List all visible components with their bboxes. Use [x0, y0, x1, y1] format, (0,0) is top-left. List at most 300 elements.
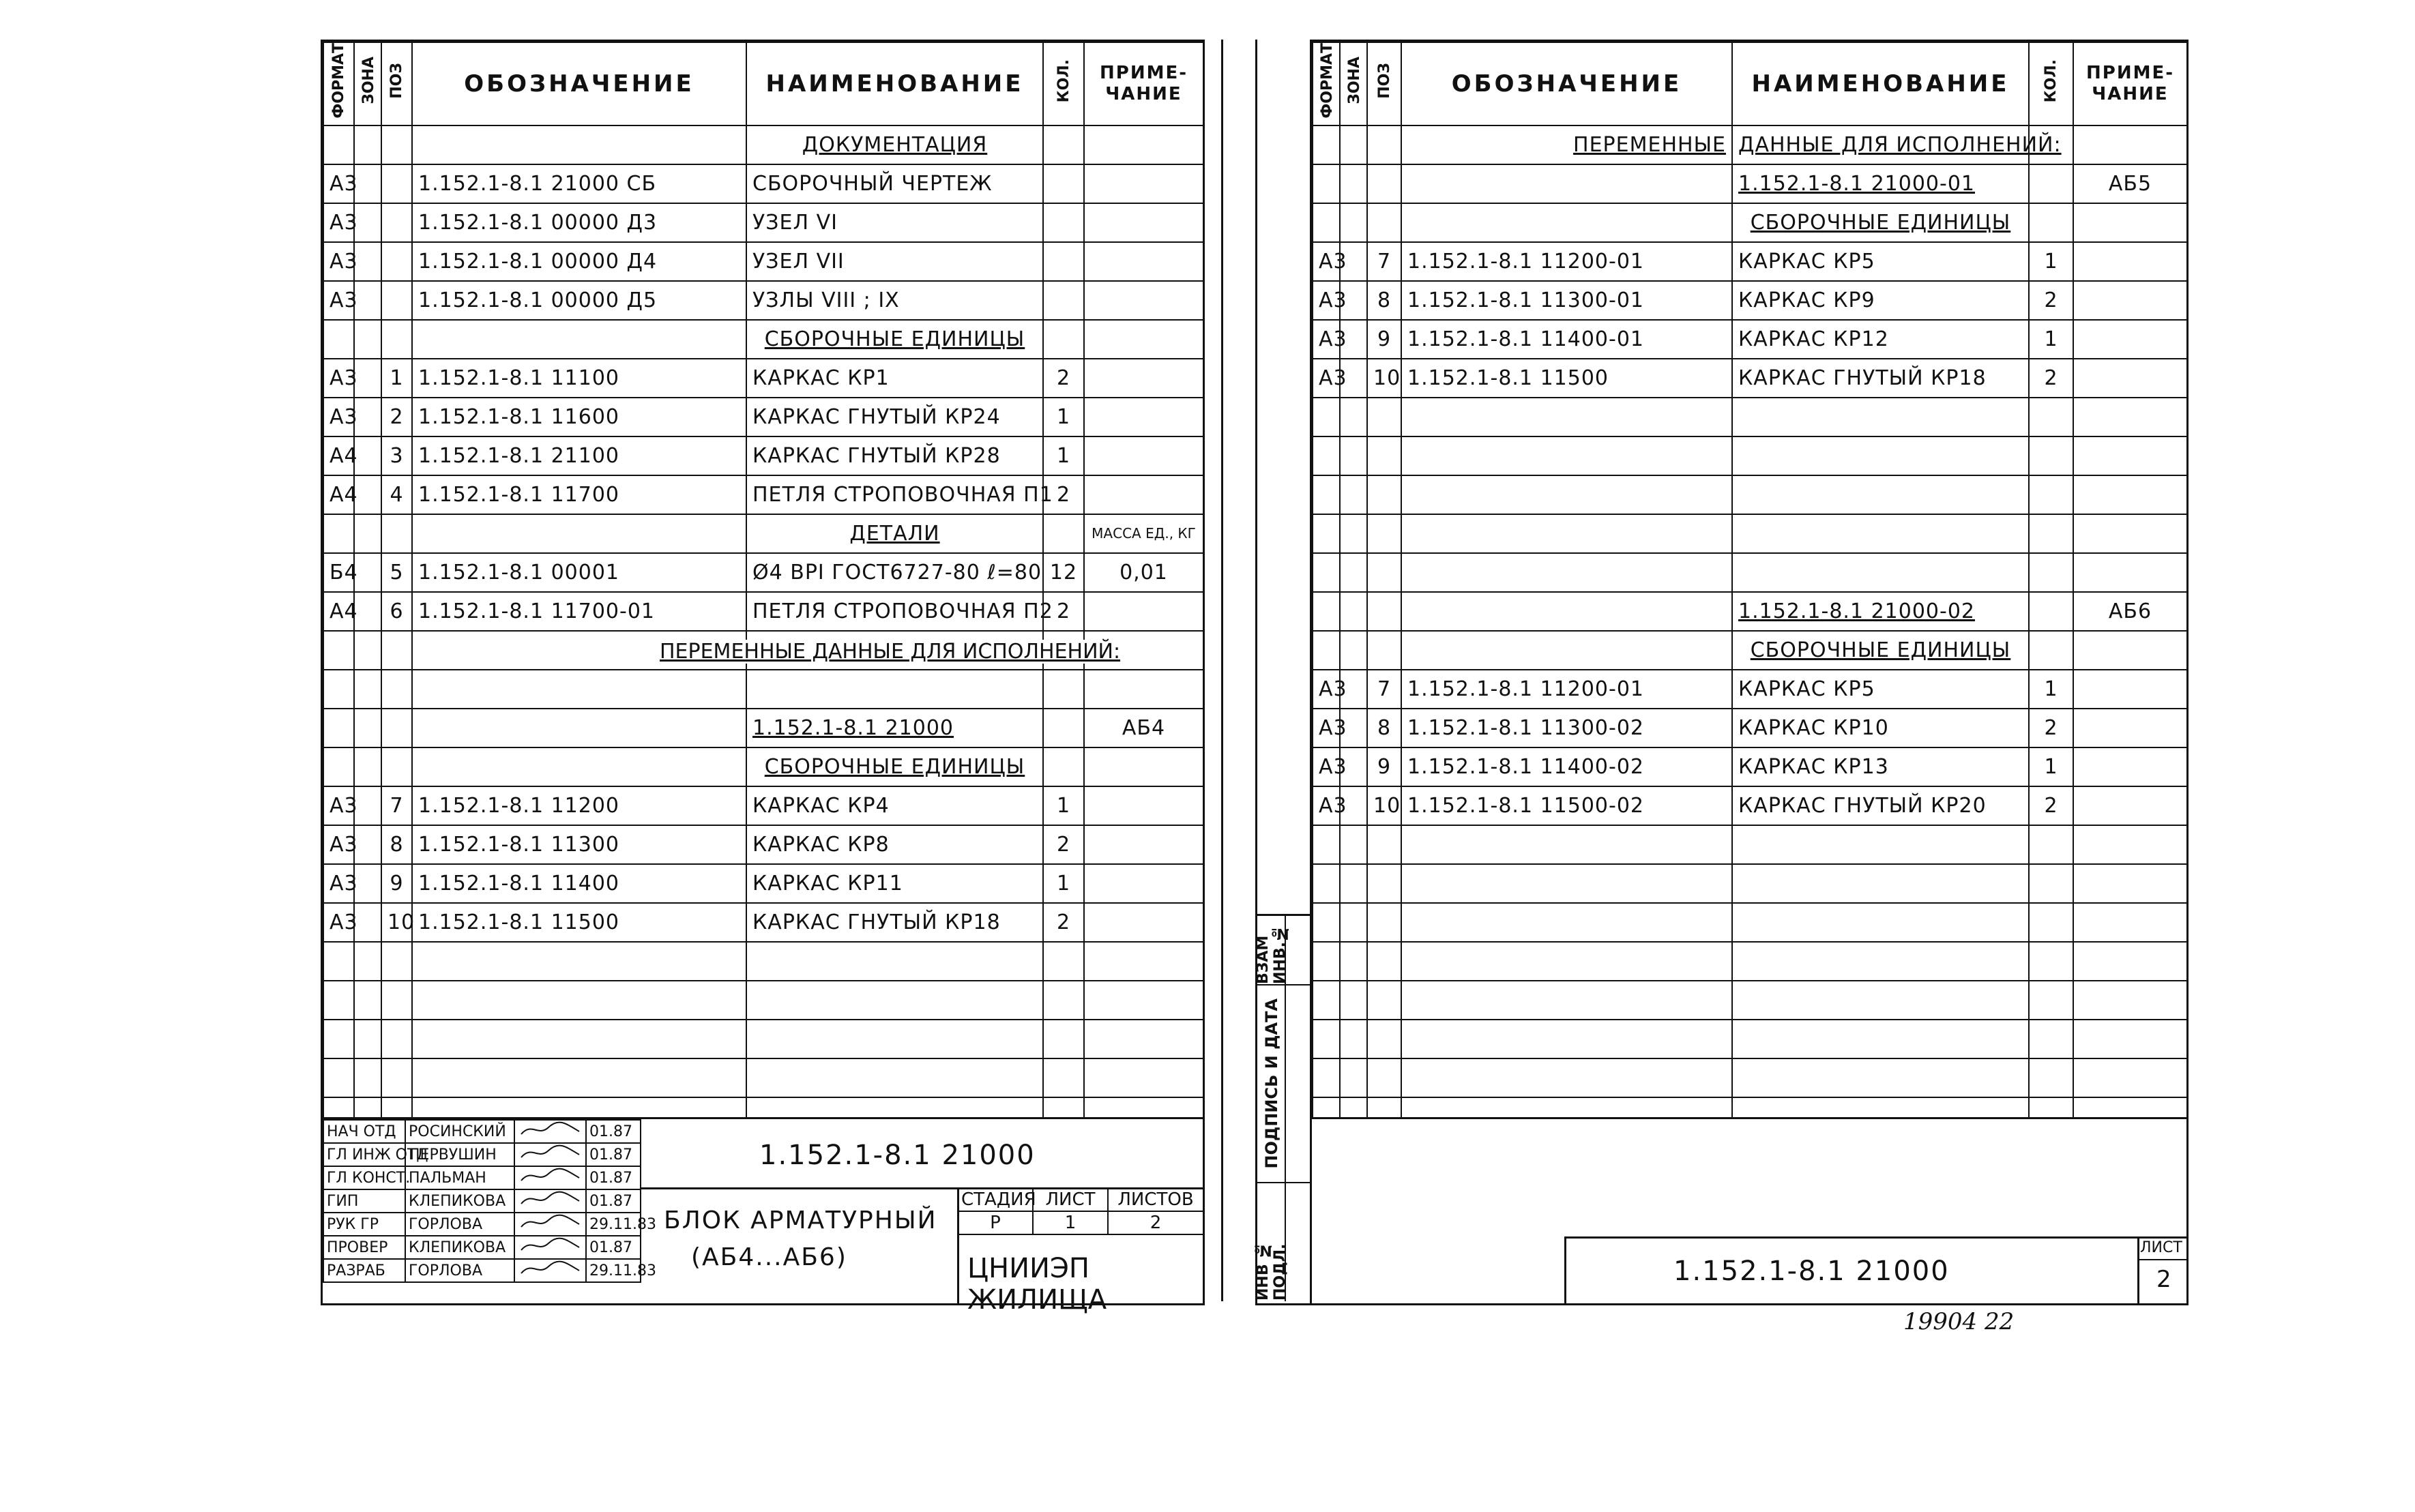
cell-zone [354, 592, 381, 631]
cell-format [1313, 475, 1340, 514]
cell-designation [412, 747, 746, 786]
cell-designation [412, 320, 746, 359]
inv-podl-label: ИНВ № ПОДЛ. [1255, 1241, 1289, 1301]
cell-designation [412, 1020, 746, 1058]
cell-designation [1401, 631, 1732, 670]
table-row [323, 320, 1203, 359]
cell-format [1313, 203, 1340, 242]
cell-qty [1043, 1020, 1084, 1058]
signature-role: ГЛ ИНЖ ОТД [323, 1143, 405, 1166]
cell-zone [1340, 981, 1367, 1020]
table-row [323, 747, 1203, 786]
cell-note [2073, 281, 2187, 320]
handwritten-signature-icon [518, 1167, 583, 1185]
table-row [323, 942, 1203, 981]
cell-qty: 1 [1043, 786, 1084, 825]
title-block-2 [1310, 1117, 2189, 1305]
signature-mark [514, 1259, 586, 1282]
cell-name: СБОРОЧНЫЕ ЕДИНИЦЫ [1732, 203, 2029, 242]
cell-name [1732, 942, 2029, 981]
cell-name: СБОРОЧНЫЕ ЕДИНИЦЫ [746, 320, 1043, 359]
cell-format [323, 1020, 354, 1058]
header-row [1313, 42, 2187, 125]
cell-designation [412, 709, 746, 747]
cell-pos [1367, 631, 1401, 670]
cell-format: А3 [1313, 242, 1340, 281]
table-row [323, 1058, 1203, 1097]
signature-row [323, 1166, 641, 1189]
cell-format [323, 1058, 354, 1097]
cell-format [1313, 398, 1340, 436]
cell-qty [1043, 1058, 1084, 1097]
table-row [1313, 670, 2187, 709]
cell-name: УЗЛЫ VIII ; IX [746, 281, 1043, 320]
table-row [1313, 164, 2187, 203]
cell-name: ПЕТЛЯ СТРОПОВОЧНАЯ П2 [746, 592, 1043, 631]
cell-qty: 1 [2029, 320, 2073, 359]
cell-pos: 2 [381, 398, 412, 436]
cell-zone [354, 825, 381, 864]
cell-name: КАРКАС ГНУТЫЙ КР20 [1732, 786, 2029, 825]
signature-row [323, 1259, 641, 1282]
col-zone: ЗОНА [1346, 57, 1363, 105]
signature-mark [514, 1236, 586, 1259]
table-row [1313, 631, 2187, 670]
cell-note [1084, 436, 1203, 475]
cell-pos [381, 320, 412, 359]
cell-format [1313, 164, 1340, 203]
cell-zone [354, 786, 381, 825]
cell-designation [1401, 203, 1732, 242]
spec-sheet-2 [1310, 40, 2189, 1305]
cell-format: А3 [323, 281, 354, 320]
table-row [323, 203, 1203, 242]
cell-note [2073, 1058, 2187, 1097]
handwritten-signature-icon [518, 1236, 583, 1254]
cell-designation [1401, 1058, 1732, 1097]
cell-note [1084, 747, 1203, 786]
cell-note [1084, 398, 1203, 436]
cell-pos: 8 [381, 825, 412, 864]
col-zone: ЗОНА [360, 57, 377, 105]
signature-table [323, 1119, 656, 1283]
cell-designation: 1.152.1-8.1 11100 [412, 359, 746, 398]
cell-name: СБОРОЧНЫЕ ЕДИНИЦЫ [746, 747, 1043, 786]
cell-name: УЗЕЛ VI [746, 203, 1043, 242]
cell-note [2073, 436, 2187, 475]
cell-format: А3 [323, 825, 354, 864]
cell-name [1732, 864, 2029, 903]
cell-name [1732, 436, 2029, 475]
table-row [323, 359, 1203, 398]
cell-pos: 5 [381, 553, 412, 592]
cell-note [1084, 125, 1203, 164]
spec-sheet-1 [321, 40, 1205, 1305]
table-row [1313, 203, 2187, 242]
cell-pos: 9 [1367, 747, 1401, 786]
cell-qty [1043, 670, 1084, 709]
cell-pos: 8 [1367, 709, 1401, 747]
cell-note [1084, 320, 1203, 359]
cell-designation [412, 125, 746, 164]
cell-zone [354, 1058, 381, 1097]
signature-row [323, 1236, 641, 1259]
cell-note [2073, 670, 2187, 709]
col-qty: КОЛ. [1055, 59, 1072, 102]
col-note: ПРИМЕ-ЧАНИЕ [2073, 42, 2187, 125]
signature-mark [514, 1143, 586, 1166]
cell-format [1313, 553, 1340, 592]
cell-pos: 8 [1367, 281, 1401, 320]
cell-qty: 1 [1043, 398, 1084, 436]
center-divider [1255, 40, 1257, 916]
signature-row [323, 1120, 641, 1143]
cell-note [2073, 747, 2187, 786]
cell-designation: 1.152.1-8.1 11200-01 [1401, 242, 1732, 281]
cell-format [1313, 981, 1340, 1020]
cell-format [323, 514, 354, 553]
cell-qty [1043, 320, 1084, 359]
cell-pos [381, 125, 412, 164]
cell-name: КАРКАС КР4 [746, 786, 1043, 825]
vzam-inv-label: ВЗАМ ИНВ.№ [1255, 925, 1289, 984]
table-row [323, 475, 1203, 514]
cell-qty: 1 [1043, 436, 1084, 475]
cell-designation [1401, 398, 1732, 436]
signature-date: 29.11.83 [586, 1213, 641, 1236]
cell-pos [381, 164, 412, 203]
cell-note [1084, 670, 1203, 709]
cell-format: А3 [323, 242, 354, 281]
cell-name [1732, 825, 2029, 864]
cell-format [323, 320, 354, 359]
cell-zone [354, 398, 381, 436]
col-name: НАИМЕНОВАНИЕ [1732, 42, 2029, 125]
cell-qty [2029, 981, 2073, 1020]
cell-qty [2029, 1058, 2073, 1097]
cell-name: ДЕТАЛИ [746, 514, 1043, 553]
cell-zone [354, 631, 381, 670]
col-designation: ОБОЗНАЧЕНИЕ [412, 42, 746, 125]
cell-name [1732, 1020, 2029, 1058]
cell-pos [1367, 864, 1401, 903]
cell-name [746, 942, 1043, 981]
handwritten-signature-icon [518, 1260, 583, 1277]
signature-date: 01.87 [586, 1120, 641, 1143]
cell-format [1313, 514, 1340, 553]
cell-qty: 2 [2029, 786, 2073, 825]
cell-zone [354, 436, 381, 475]
cell-pos [1367, 398, 1401, 436]
table-row [323, 670, 1203, 709]
signature-mark [514, 1166, 586, 1189]
cell-designation [1401, 981, 1732, 1020]
cell-note [1084, 242, 1203, 281]
cell-designation: 1.152.1-8.1 11400-02 [1401, 747, 1732, 786]
sheet-value: 1 [1033, 1211, 1108, 1234]
cell-qty: 2 [1043, 359, 1084, 398]
cell-zone [354, 903, 381, 942]
cell-format: А4 [323, 475, 354, 514]
cell-zone [354, 864, 381, 903]
table-row [323, 398, 1203, 436]
table-row [1313, 398, 2187, 436]
spec-table-2 [1312, 42, 2188, 1176]
cell-pos [1367, 1020, 1401, 1058]
cell-qty [1043, 514, 1084, 553]
cell-format [323, 670, 354, 709]
cell-qty [2029, 436, 2073, 475]
cell-qty [1043, 981, 1084, 1020]
table-row [1313, 747, 2187, 786]
cell-zone [1340, 1058, 1367, 1097]
cell-qty [2029, 864, 2073, 903]
cell-format: А3 [1313, 786, 1340, 825]
signature-name: КЛЕПИКОВА [405, 1236, 514, 1259]
cell-designation: 1.152.1-8.1 21000 СБ [412, 164, 746, 203]
signature-date: 01.87 [586, 1143, 641, 1166]
cell-note: АБ5 [2073, 164, 2187, 203]
cell-note [2073, 864, 2187, 903]
cell-pos: 10 [1367, 359, 1401, 398]
cell-qty: 12 [1043, 553, 1084, 592]
cell-pos [381, 242, 412, 281]
table-row [1313, 475, 2187, 514]
cell-zone [354, 942, 381, 981]
cell-format [1313, 1020, 1340, 1058]
cell-note [2073, 942, 2187, 981]
cell-note [1084, 359, 1203, 398]
cell-zone [1340, 942, 1367, 981]
cell-qty [2029, 553, 2073, 592]
cell-pos: 9 [1367, 320, 1401, 359]
table-row [323, 164, 1203, 203]
cell-note [2073, 359, 2187, 398]
cell-pos: 7 [1367, 670, 1401, 709]
signature-date: 01.87 [586, 1189, 641, 1213]
table-row [1313, 709, 2187, 747]
cell-format [1313, 864, 1340, 903]
col-name: НАИМЕНОВАНИЕ [746, 42, 1043, 125]
cell-zone [1340, 1020, 1367, 1058]
cell-name [1732, 1058, 2029, 1097]
doc-number-2: 1.152.1-8.1 21000 [1673, 1256, 1950, 1287]
signature-mark [514, 1213, 586, 1236]
cell-pos [381, 281, 412, 320]
cell-zone [354, 553, 381, 592]
cell-pos [1367, 203, 1401, 242]
cell-zone [1340, 592, 1367, 631]
side-strip [1255, 914, 1312, 1305]
table-row [323, 786, 1203, 825]
cell-name [1732, 903, 2029, 942]
cell-note: АБ6 [2073, 592, 2187, 631]
signature-name: КЛЕПИКОВА [405, 1189, 514, 1213]
table-row [1313, 981, 2187, 1020]
cell-pos [1367, 164, 1401, 203]
signature-role: ПРОВЕР [323, 1236, 405, 1259]
cell-qty: 2 [2029, 359, 2073, 398]
cell-pos [381, 942, 412, 981]
handwritten-signature-icon [518, 1213, 583, 1231]
cell-qty: 2 [1043, 592, 1084, 631]
cell-name [746, 981, 1043, 1020]
sign-date-label: ПОДПИСЬ И ДАТА [1262, 998, 1281, 1169]
stage-table [957, 1187, 1204, 1235]
cell-pos [381, 709, 412, 747]
cell-designation: 1.152.1-8.1 11400 [412, 864, 746, 903]
cell-pos: 10 [381, 903, 412, 942]
table-row [323, 709, 1203, 747]
cell-name [746, 1058, 1043, 1097]
title-line-1: БЛОК АРМАТУРНЫЙ [664, 1206, 937, 1234]
title-line-2: (АБ4...АБ6) [691, 1243, 847, 1271]
table-row [323, 125, 1203, 164]
sheet-label: ЛИСТ [1033, 1188, 1108, 1211]
signature-date: 01.87 [586, 1166, 641, 1189]
stage-label: СТАДИЯ [958, 1188, 1033, 1211]
cell-designation: 1.152.1-8.1 11300-01 [1401, 281, 1732, 320]
cell-designation: 1.152.1-8.1 11300-02 [1401, 709, 1732, 747]
table-row [1313, 942, 2187, 981]
cell-format [1313, 631, 1340, 670]
cell-note [1084, 942, 1203, 981]
cell-pos [381, 203, 412, 242]
cell-qty [1043, 242, 1084, 281]
cell-qty [1043, 709, 1084, 747]
cell-format: А3 [1313, 359, 1340, 398]
cell-designation [412, 670, 746, 709]
signature-role: НАЧ ОТД [323, 1120, 405, 1143]
cell-pos [381, 747, 412, 786]
cell-pos: 6 [381, 592, 412, 631]
cell-note [2073, 709, 2187, 747]
cell-name: СБОРОЧНЫЕ ЕДИНИЦЫ [1732, 631, 2029, 670]
cell-note [2073, 553, 2187, 592]
cell-name [746, 670, 1043, 709]
cell-note: 0,01 [1084, 553, 1203, 592]
handwritten-signature-icon [518, 1190, 583, 1208]
handwritten-signature-icon [518, 1121, 583, 1138]
cell-note [1084, 164, 1203, 203]
cell-format: А3 [323, 786, 354, 825]
stage-value: Р [958, 1211, 1033, 1234]
signature-date: 29.11.83 [586, 1259, 641, 1282]
cell-pos [1367, 1058, 1401, 1097]
cell-format [323, 981, 354, 1020]
col-pos: ПОЗ [388, 62, 405, 99]
col-pos: ПОЗ [1375, 62, 1393, 99]
cell-designation: 1.152.1-8.1 21100 [412, 436, 746, 475]
cell-note [2073, 398, 2187, 436]
cell-name: КАРКАС ГНУТЫЙ КР24 [746, 398, 1043, 436]
table-row [1313, 320, 2187, 359]
cell-qty [2029, 903, 2073, 942]
signature-row [323, 1213, 641, 1236]
cell-note [2073, 125, 2187, 164]
cell-name [1732, 553, 2029, 592]
table-row [1313, 786, 2187, 825]
cell-qty: 2 [1043, 475, 1084, 514]
signature-role: ГЛ КОНСТ. [323, 1166, 405, 1189]
signature-name: ГОРЛОВА [405, 1213, 514, 1236]
cell-name [1732, 475, 2029, 514]
cell-designation [1401, 903, 1732, 942]
handwritten-signature-icon [518, 1144, 583, 1161]
cell-name: КАРКАС КР10 [1732, 709, 2029, 747]
cell-note [1084, 981, 1203, 1020]
cell-name: КАРКАС ГНУТЫЙ КР18 [746, 903, 1043, 942]
cell-designation [1401, 553, 1732, 592]
cell-zone [354, 670, 381, 709]
cell-designation [412, 514, 746, 553]
cell-format: А3 [323, 903, 354, 942]
cell-format: А3 [323, 398, 354, 436]
cell-format [1313, 125, 1340, 164]
cell-note [1084, 825, 1203, 864]
cell-designation: 1.152.1-8.1 00000 Д3 [412, 203, 746, 242]
signature-mark [514, 1120, 586, 1143]
cell-zone [354, 320, 381, 359]
table-row [323, 281, 1203, 320]
cell-name: ДОКУМЕНТАЦИЯ [746, 125, 1043, 164]
cell-zone [1340, 903, 1367, 942]
cell-qty [2029, 164, 2073, 203]
cell-pos [1367, 436, 1401, 475]
footer-note: 19904 22 [1903, 1308, 2015, 1335]
col-format: ФОРМАТ [1319, 43, 1336, 119]
cell-name: КАРКАС КР12 [1732, 320, 2029, 359]
cell-name [1732, 514, 2029, 553]
cell-zone [1340, 125, 1367, 164]
cell-zone [354, 1020, 381, 1058]
cell-pos [1367, 514, 1401, 553]
cell-format: А4 [323, 592, 354, 631]
cell-pos [1367, 825, 1401, 864]
table-row [1313, 359, 2187, 398]
cell-designation [1401, 164, 1732, 203]
cell-note: МАССА ЕД., КГ [1084, 514, 1203, 553]
cell-qty [1043, 747, 1084, 786]
cell-qty: 2 [2029, 709, 2073, 747]
cell-name: КАРКАС КР11 [746, 864, 1043, 903]
cell-qty: 2 [1043, 825, 1084, 864]
cell-format: А3 [1313, 709, 1340, 747]
cell-zone [354, 475, 381, 514]
cell-zone [354, 281, 381, 320]
cell-designation [1401, 514, 1732, 553]
cell-qty: 2 [1043, 903, 1084, 942]
cell-format: А3 [1313, 320, 1340, 359]
spec-table-1 [323, 42, 1204, 1176]
cell-qty [2029, 475, 2073, 514]
signature-mark [514, 1189, 586, 1213]
signature-name: ПЕРВУШИН [405, 1143, 514, 1166]
cell-pos [381, 981, 412, 1020]
cell-designation [1401, 942, 1732, 981]
cell-name: КАРКАС ГНУТЫЙ КР18 [1732, 359, 2029, 398]
cell-note [2073, 786, 2187, 825]
cell-qty [2029, 592, 2073, 631]
cell-pos: 1 [381, 359, 412, 398]
cell-designation [412, 981, 746, 1020]
cell-format: А3 [1313, 747, 1340, 786]
cell-name: КАРКАС КР5 [1732, 670, 2029, 709]
cell-format [323, 747, 354, 786]
cell-qty: 1 [2029, 747, 2073, 786]
cell-zone [354, 125, 381, 164]
cell-designation [412, 942, 746, 981]
